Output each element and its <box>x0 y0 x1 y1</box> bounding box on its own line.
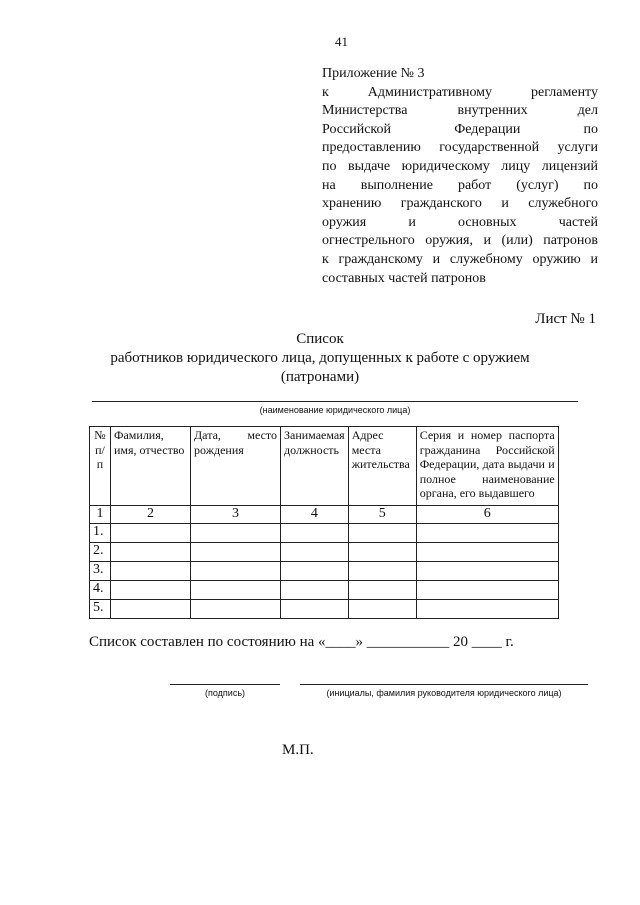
appendix-line: Российской Федерации по <box>322 121 598 137</box>
table-cell[interactable] <box>281 523 349 542</box>
header-birth: Дата, место рождения <box>191 427 281 506</box>
sheet-label: Лист № 1 <box>535 311 596 327</box>
table-row <box>90 523 559 542</box>
employees-table <box>89 426 559 619</box>
appendix-line: составных частей патронов <box>322 270 486 286</box>
row-number: 2. <box>90 542 111 561</box>
title-line: Список <box>296 331 344 347</box>
appendix-line: к Административному регламенту <box>322 84 598 100</box>
header-address: Адрес места жительства <box>348 427 416 506</box>
table-cell[interactable] <box>416 580 558 599</box>
column-number: 4 <box>281 506 349 524</box>
table-cell[interactable] <box>281 580 349 599</box>
table-cell[interactable] <box>281 542 349 561</box>
table-header-row <box>90 427 559 506</box>
row-number: 4. <box>90 580 111 599</box>
table-cell[interactable] <box>416 599 558 618</box>
table-cell[interactable] <box>111 542 191 561</box>
table-row <box>90 542 559 561</box>
table-row <box>90 561 559 580</box>
appendix-line: Министерства внутренних дел <box>322 103 598 119</box>
table-row <box>90 599 559 618</box>
table-cell[interactable] <box>281 561 349 580</box>
manager-name-line[interactable] <box>300 684 588 685</box>
table-cell[interactable] <box>191 561 281 580</box>
table-cell[interactable] <box>348 561 416 580</box>
org-name-caption: (наименование юридического лица) <box>259 405 411 415</box>
table-cell[interactable] <box>191 580 281 599</box>
appendix-line: хранению гражданского и служебного <box>322 196 598 212</box>
table-cell[interactable] <box>416 542 558 561</box>
table-cell[interactable] <box>416 523 558 542</box>
table-cell[interactable] <box>111 523 191 542</box>
table-cell[interactable] <box>191 523 281 542</box>
column-number: 5 <box>348 506 416 524</box>
page-number: 41 <box>335 34 348 49</box>
row-number: 1. <box>90 523 111 542</box>
table-cell[interactable] <box>348 542 416 561</box>
appendix-line: оружия и основных частей <box>322 214 598 230</box>
table-cell[interactable] <box>348 523 416 542</box>
table-cell[interactable] <box>348 599 416 618</box>
row-number: 3. <box>90 561 111 580</box>
table-column-numbers <box>90 506 559 524</box>
column-number: 3 <box>191 506 281 524</box>
header-passport: Серия и номер паспорта гражданина Российской Федерации, дата выдачи и полное наименование органа, его выдавшего <box>416 427 558 506</box>
table-cell[interactable] <box>111 599 191 618</box>
signature-line[interactable] <box>170 684 280 685</box>
table-cell[interactable] <box>348 580 416 599</box>
appendix-line: по выдаче юридическому лицу лицензий <box>322 158 598 174</box>
title-line: работников юридического лица, допущенных к работе с оружием <box>110 350 530 366</box>
table-cell[interactable] <box>191 599 281 618</box>
signature-caption: (подпись) <box>204 688 246 698</box>
header-number: № п/п <box>90 427 111 506</box>
column-number: 6 <box>416 506 558 524</box>
appendix-line: Приложение № 3 <box>322 66 425 81</box>
appendix-line: к гражданскому и служебному оружию и <box>322 251 598 267</box>
column-number: 1 <box>90 506 111 524</box>
org-name-line[interactable] <box>92 401 578 402</box>
appendix-line: огнестрельного оружия, и (или) патронов <box>322 233 598 249</box>
appendix-line: на выполнение работ (услуг) по <box>322 177 598 193</box>
column-number: 2 <box>111 506 191 524</box>
header-full-name: Фамилия, имя, отчество <box>111 427 191 506</box>
document-title <box>0 330 640 387</box>
table-cell[interactable] <box>111 561 191 580</box>
table-cell[interactable] <box>416 561 558 580</box>
title-line: (патронами) <box>280 369 360 385</box>
table-cell[interactable] <box>191 542 281 561</box>
appendix-header <box>322 65 598 288</box>
manager-name-caption: (инициалы, фамилия руководителя юридического лица) <box>326 688 562 698</box>
composed-date-line: Список составлен по состоянию на «____» ___________ 20 ____ г. <box>89 634 514 650</box>
stamp-place: М.П. <box>282 742 314 758</box>
table-row <box>90 580 559 599</box>
appendix-line: предоставлению государственной услуги <box>322 140 598 156</box>
row-number: 5. <box>90 599 111 618</box>
table-cell[interactable] <box>111 580 191 599</box>
table-cell[interactable] <box>281 599 349 618</box>
header-position: Занимаемая должность <box>281 427 349 506</box>
